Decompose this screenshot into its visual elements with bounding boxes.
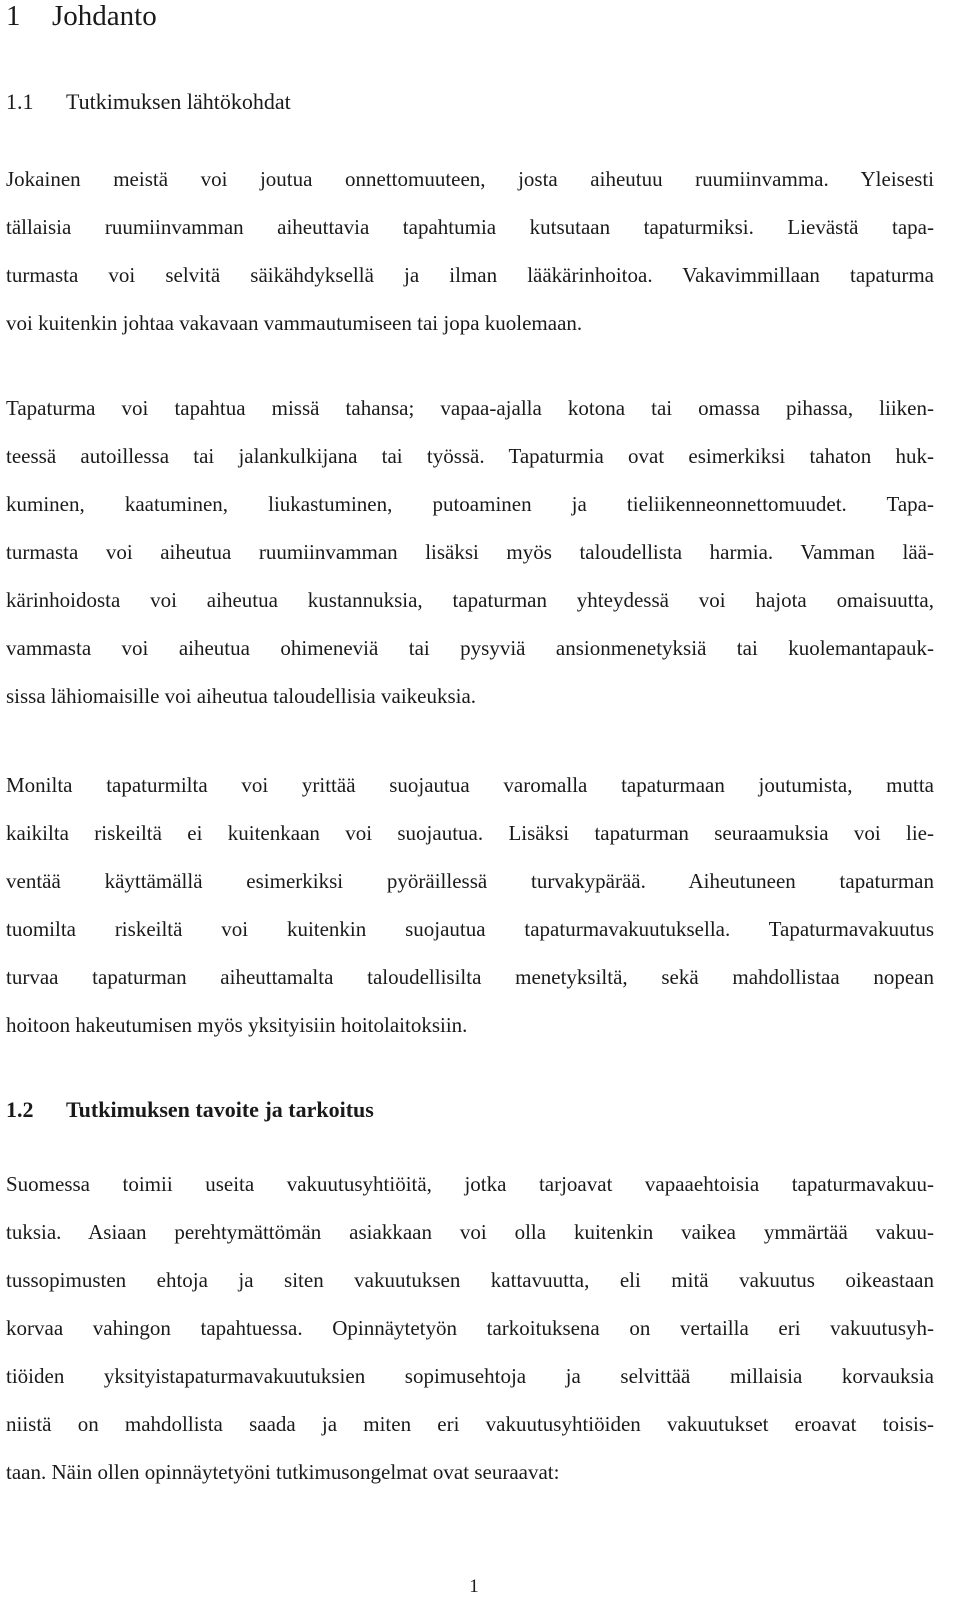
text-line: sissa lähiomaisille voi aiheutua taloudellisia vaikeuksia.: [6, 684, 477, 708]
section-heading-1-2: [6, 1097, 374, 1123]
paragraph-4: [6, 1160, 934, 1496]
text-line: teessä autoillessa tai jalankulkijana tai työssä. Tapaturmia ovat esimerkiksi tahaton huk-: [6, 444, 934, 468]
text-line: tussopimusten ehtoja ja siten vakuutuksen kattavuutta, eli mitä vakuutus oikeastaan: [6, 1268, 934, 1292]
text-line: kuminen, kaatuminen, liukastuminen, putoaminen ja tieliikenneonnettomuudet. Tapa-: [6, 492, 934, 516]
text-line: turmasta voi selvitä säikähdyksellä ja ilman lääkärinhoitoa. Vakavimmillaan tapaturma: [6, 263, 934, 287]
paragraph-1: [6, 155, 934, 347]
section-number: 1.1: [6, 89, 34, 114]
text-line: Suomessa toimii useita vakuutusyhtiöitä, jotka tarjoavat vapaaehtoisia tapaturmavakuu-: [6, 1172, 934, 1196]
text-line: hoitoon hakeutumisen myös yksityisiin hoitolaitoksiin.: [6, 1013, 468, 1037]
section-heading-1-1: [6, 89, 291, 115]
section-title: Tutkimuksen tavoite ja tarkoitus: [66, 1097, 374, 1122]
chapter-number: 1: [6, 0, 21, 32]
text-line: vammasta voi aiheutua ohimeneviä tai pysyviä ansionmenetyksiä tai kuolemantapauk-: [6, 636, 934, 660]
text-line: Monilta tapaturmilta voi yrittää suojautua varomalla tapaturmaan joutumista, mutta: [6, 773, 934, 797]
text-line: kaikilta riskeiltä ei kuitenkaan voi suojautua. Lisäksi tapaturman seuraamuksia voi lie-: [6, 821, 934, 845]
text-line: turmasta voi aiheutua ruumiinvamman lisäksi myös taloudellista harmia. Vamman lää-: [6, 540, 934, 564]
chapter-title: Johdanto: [52, 0, 157, 32]
section-title: Tutkimuksen lähtökohdat: [66, 89, 291, 114]
paragraph-3: [6, 761, 934, 1049]
text-line: taan. Näin ollen opinnäytetyöni tutkimusongelmat ovat seuraavat:: [6, 1460, 560, 1484]
text-line: ventää käyttämällä esimerkiksi pyöräillessä turvakypärää. Aiheutuneen tapaturman: [6, 869, 934, 893]
text-line: tuomilta riskeiltä voi kuitenkin suojautua tapaturmavakuutuksella. Tapaturmavakuutus: [6, 917, 934, 941]
text-line: Jokainen meistä voi joutua onnettomuuteen, josta aiheutuu ruumiinvamma. Yleisesti: [6, 167, 934, 191]
text-line: niistä on mahdollista saada ja miten eri vakuutusyhtiöiden vakuutukset eroavat toisis-: [6, 1412, 934, 1436]
page-number: 1: [469, 1576, 479, 1597]
text-line: tällaisia ruumiinvamman aiheuttavia tapahtumia kutsutaan tapaturmiksi. Lievästä tapa-: [6, 215, 934, 239]
chapter-heading: [6, 0, 157, 32]
text-line: Tapaturma voi tapahtua missä tahansa; vapaa-ajalla kotona tai omassa pihassa, liiken-: [6, 396, 934, 420]
text-line: korvaa vahingon tapahtuessa. Opinnäytetyön tarkoituksena on vertailla eri vakuutusyh-: [6, 1316, 934, 1340]
text-line: tiöiden yksityistapaturmavakuutuksien sopimusehtoja ja selvittää millaisia korvauksia: [6, 1364, 934, 1388]
text-line: turvaa tapaturman aiheuttamalta taloudellisilta menetyksiltä, sekä mahdollistaa nopean: [6, 965, 934, 989]
text-line: tuksia. Asiaan perehtymättömän asiakkaan voi olla kuitenkin vaikea ymmärtää vakuu-: [6, 1220, 934, 1244]
text-line: kärinhoidosta voi aiheutua kustannuksia, tapaturman yhteydessä voi hajota omaisuutta,: [6, 588, 934, 612]
section-number: 1.2: [6, 1097, 34, 1122]
paragraph-2: [6, 384, 934, 720]
text-line: voi kuitenkin johtaa vakavaan vammautumiseen tai jopa kuolemaan.: [6, 311, 583, 335]
